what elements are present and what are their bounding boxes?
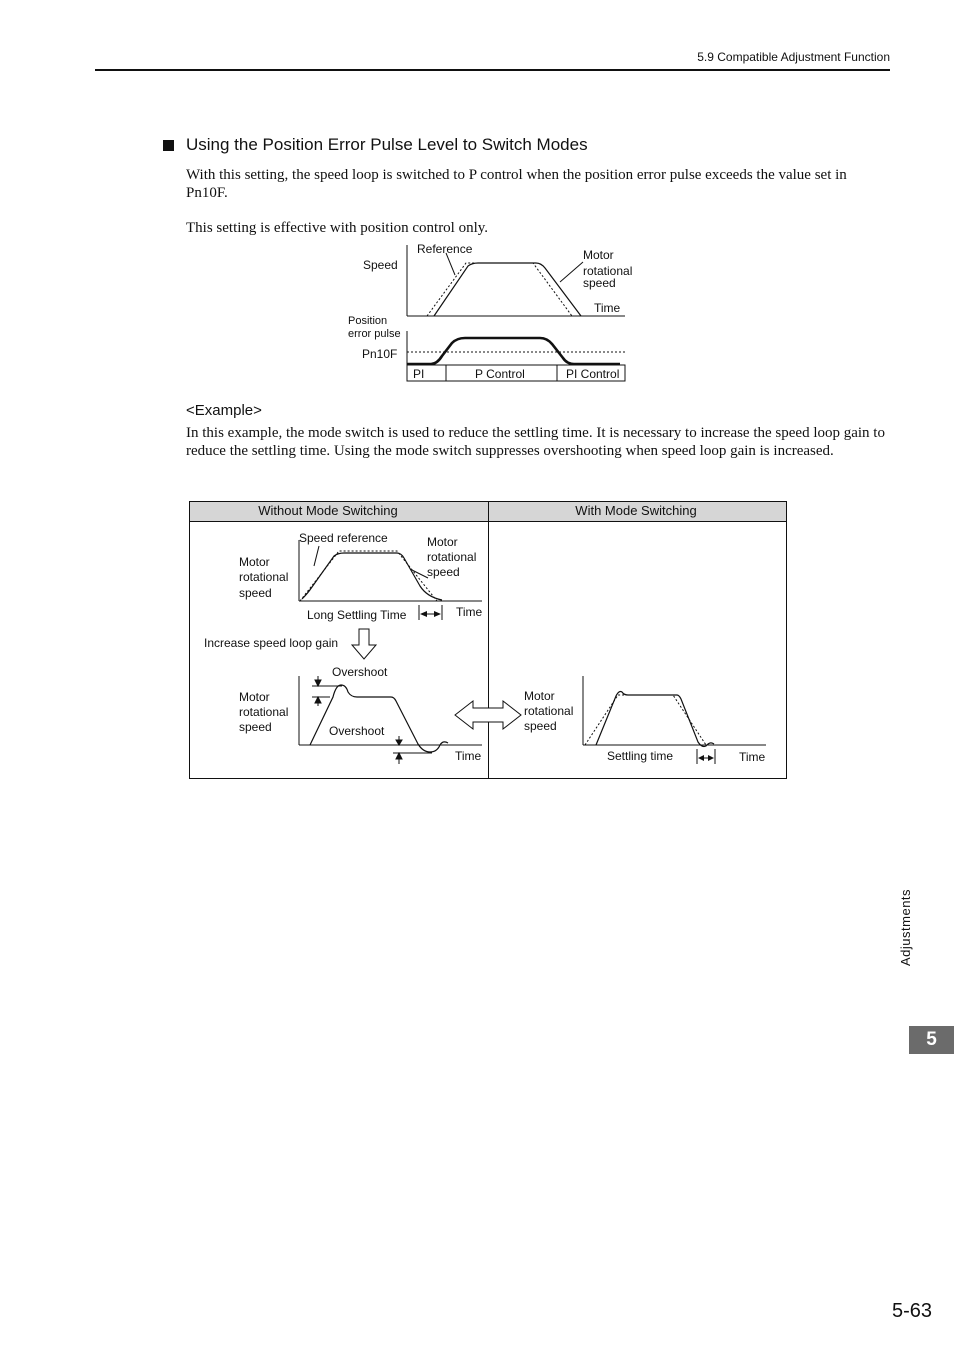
graph-a-motor-label-3: speed [239,586,272,600]
reference-pointer [446,253,455,275]
overshoot2-arrow-top-icon [396,736,402,745]
running-header: 5.9 Compatible Adjustment Function [697,50,890,64]
col-without-header: Without Mode Switching [258,503,398,518]
graph-c-motor-label-1: Motor [524,689,555,703]
graph-a-motor-right-1: Motor [427,535,458,549]
speed-reference-label: Speed reference [299,531,388,545]
position-label-2: error pulse [348,328,401,340]
down-arrow-icon [352,629,376,659]
section-heading-text: Using the Position Error Pulse Level to Switch Modes [186,135,588,154]
motor-label-3: speed [583,276,616,290]
overshoot-label-top: Overshoot [332,665,388,679]
increase-gain-label: Increase speed loop gain [204,636,339,650]
graph-c-reference [585,695,706,745]
paragraph-1: With this setting, the speed loop is switched to P control when the position error pulse exceeds the value set in Pn10F. [186,167,847,201]
comparison-table [185,496,791,783]
reference-pointer-a [314,546,319,566]
graph-c-motor-label-2: rotational [524,704,574,718]
position-label-1: Position [348,315,388,327]
overshoot-arrow-bottom-icon [315,697,321,706]
example-label: <Example> [186,402,262,419]
pn10f-label: Pn10F [362,347,398,361]
motor-label-1: Motor [583,248,614,262]
position-error-curve [407,338,620,364]
square-bullet-icon [163,140,174,151]
graph-b-motor-label-2: rotational [239,705,289,719]
graph-b-response [310,685,448,752]
motor-speed-curve [434,263,581,316]
section-heading [163,135,588,155]
chapter-side-label: Adjustments [898,888,913,966]
zone-p-control: P Control [475,367,525,381]
overshoot-arrow-top-icon [315,676,321,686]
zone-pi: PI [413,367,425,381]
motor-label-2: rotational [583,264,633,278]
long-settling-label: Long Settling Time [307,608,407,622]
graph-a-motor-label-1: Motor [239,555,270,569]
page-number: 5-63 [891,1300,932,1322]
overshoot-label-bottom: Overshoot [329,724,385,738]
reference-label: Reference [417,242,473,256]
reference-curve [427,263,572,316]
graph-a-response [302,553,442,600]
example-paragraph: In this example, the mode switch is used to reduce the settling time. It is necessary to increase the speed loop gain to reduce the settling time. Using the mode switch suppresses overshooting when speed loop gain is increased. [186,425,885,459]
settling-time-label: Settling time [607,749,674,763]
mode-switch-diagram [330,238,640,386]
overshoot2-arrow-bottom-icon [396,753,402,764]
graph-c-response [596,692,714,747]
graph-a-reference [300,551,437,601]
motor-pointer [560,262,583,282]
graph-c-time-label: Time [739,750,766,764]
graph-b-motor-label-1: Motor [239,690,270,704]
graph-a-motor-label-2: rotational [239,570,289,584]
graph-b-time-label: Time [455,749,482,763]
paragraph-2: This setting is effective with position control only. [186,220,489,236]
graph-b-motor-label-3: speed [239,720,272,734]
chapter-tab: 5 [909,1026,954,1054]
col-with-header: With Mode Switching [575,503,697,518]
graph-c-motor-label-3: speed [524,719,557,733]
graph-a-motor-right-2: rotational [427,550,477,564]
speed-label: Speed [363,258,398,272]
graph-a-time-label: Time [456,605,483,619]
header-rule [95,69,890,71]
time-label: Time [594,301,621,315]
graph-a-motor-right-3: speed [427,565,460,579]
zone-pi-control: PI Control [566,367,620,381]
